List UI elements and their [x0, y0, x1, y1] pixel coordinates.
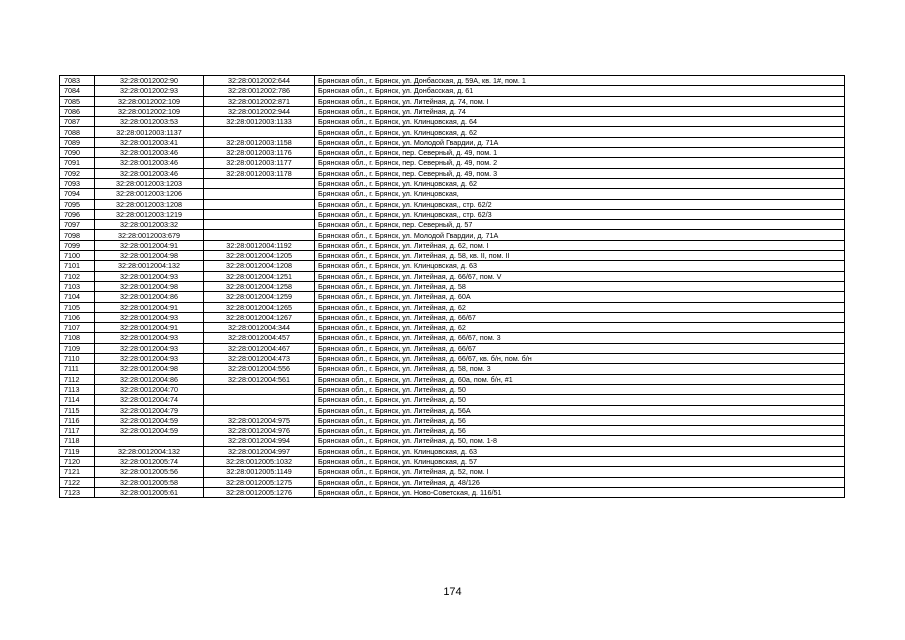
object-cadastral-number-cell: 32:28:0012005:1275 — [204, 477, 315, 487]
cadastral-number-cell: 32:28:0012004:98 — [95, 364, 204, 374]
table-row — [60, 395, 845, 405]
address-cell: Брянская обл., г. Брянск, ул. Литейная, д. 66/67 — [315, 312, 845, 322]
address-cell: Брянская обл., г. Брянск, ул. Литейная, д. 74 — [315, 106, 845, 116]
row-number-cell: 7093 — [60, 178, 95, 188]
row-number-cell: 7107 — [60, 323, 95, 333]
object-cadastral-number-cell: 32:28:0012004:467 — [204, 343, 315, 353]
table-row — [60, 323, 845, 333]
cadastral-number-cell: 32:28:0012004:132 — [95, 261, 204, 271]
row-number-cell: 7088 — [60, 127, 95, 137]
row-number-cell: 7089 — [60, 137, 95, 147]
cadastral-number-cell: 32:28:0012004:91 — [95, 240, 204, 250]
cadastral-number-cell: 32:28:0012004:91 — [95, 323, 204, 333]
object-cadastral-number-cell: 32:28:0012002:871 — [204, 96, 315, 106]
row-number-cell: 7115 — [60, 405, 95, 415]
table-row — [60, 446, 845, 456]
address-cell: Брянская обл., г. Брянск, ул. Литейная, д. 66/67, пом. 3 — [315, 333, 845, 343]
object-cadastral-number-cell: 32:28:0012004:1251 — [204, 271, 315, 281]
row-number-cell: 7098 — [60, 230, 95, 240]
object-cadastral-number-cell: 32:28:0012004:473 — [204, 354, 315, 364]
object-cadastral-number-cell: 32:28:0012005:1032 — [204, 456, 315, 466]
address-cell: Брянская обл., г. Брянск, ул. Литейная, д. 58, кв. II, пом. II — [315, 251, 845, 261]
object-cadastral-number-cell: 32:28:0012003:1177 — [204, 158, 315, 168]
cadastral-number-cell: 32:28:0012003:46 — [95, 158, 204, 168]
object-cadastral-number-cell: 32:28:0012003:1133 — [204, 117, 315, 127]
object-cadastral-number-cell: 32:28:0012004:1205 — [204, 251, 315, 261]
object-cadastral-number-cell: 32:28:0012002:786 — [204, 86, 315, 96]
table-row — [60, 477, 845, 487]
object-cadastral-number-cell: 32:28:0012005:1276 — [204, 487, 315, 497]
cadastral-number-cell: 32:28:0012003:1203 — [95, 178, 204, 188]
table-row — [60, 467, 845, 477]
table-row — [60, 189, 845, 199]
cadastral-number-cell: 32:28:0012003:1219 — [95, 209, 204, 219]
address-cell: Брянская обл., г. Брянск, ул. Клинцовская, д. 62 — [315, 127, 845, 137]
address-cell: Брянская обл., г. Брянск, ул. Клинцовская,, стр. 62/3 — [315, 209, 845, 219]
row-number-cell: 7101 — [60, 261, 95, 271]
table-row — [60, 106, 845, 116]
address-cell: Брянская обл., г. Брянск, ул. Донбасская, д. 59А, кв. 1#, пом. 1 — [315, 76, 845, 86]
table-row — [60, 271, 845, 281]
address-cell: Брянская обл., г. Брянск, ул. Клинцовская, д. 63 — [315, 446, 845, 456]
object-cadastral-number-cell: 32:28:0012003:1158 — [204, 137, 315, 147]
table-row — [60, 405, 845, 415]
object-cadastral-number-cell — [204, 230, 315, 240]
object-cadastral-number-cell: 32:28:0012004:1265 — [204, 302, 315, 312]
row-number-cell: 7122 — [60, 477, 95, 487]
object-cadastral-number-cell — [204, 220, 315, 230]
table-row — [60, 426, 845, 436]
row-number-cell: 7103 — [60, 281, 95, 291]
row-number-cell: 7110 — [60, 354, 95, 364]
address-cell: Брянская обл., г. Брянск, ул. Литейная, д. 60а, пом. б/н, #1 — [315, 374, 845, 384]
address-cell: Брянская обл., г. Брянск, ул. Литейная, д. 62, пом. I — [315, 240, 845, 250]
table-row — [60, 384, 845, 394]
table-row — [60, 251, 845, 261]
address-cell: Брянская обл., г. Брянск, ул. Донбасская, д. 61 — [315, 86, 845, 96]
object-cadastral-number-cell: 32:28:0012004:561 — [204, 374, 315, 384]
table-row — [60, 333, 845, 343]
row-number-cell: 7086 — [60, 106, 95, 116]
object-cadastral-number-cell — [204, 178, 315, 188]
table-row — [60, 96, 845, 106]
table-row — [60, 364, 845, 374]
address-cell: Брянская обл., г. Брянск, ул. Клинцовская, д. 64 — [315, 117, 845, 127]
table-row — [60, 148, 845, 158]
table-row — [60, 312, 845, 322]
table-row — [60, 127, 845, 137]
cadastral-number-cell: 32:28:0012003:1206 — [95, 189, 204, 199]
cadastral-number-cell: 32:28:0012002:109 — [95, 96, 204, 106]
object-cadastral-number-cell: 32:28:0012004:976 — [204, 426, 315, 436]
cadastral-number-cell: 32:28:0012004:59 — [95, 415, 204, 425]
table-row — [60, 86, 845, 96]
address-cell: Брянская обл., г. Брянск, ул. Клинцовская, д. 57 — [315, 456, 845, 466]
cadastral-number-cell: 32:28:0012003:32 — [95, 220, 204, 230]
address-cell: Брянская обл., г. Брянск, ул. Литейная, д. 62 — [315, 323, 845, 333]
row-number-cell: 7111 — [60, 364, 95, 374]
table-row — [60, 436, 845, 446]
cadastral-number-cell: 32:28:0012004:93 — [95, 312, 204, 322]
cadastral-number-cell: 32:28:0012005:74 — [95, 456, 204, 466]
object-cadastral-number-cell — [204, 209, 315, 219]
row-number-cell: 7090 — [60, 148, 95, 158]
table-row — [60, 456, 845, 466]
object-cadastral-number-cell: 32:28:0012004:997 — [204, 446, 315, 456]
address-cell: Брянская обл., г. Брянск, ул. Литейная, д. 56 — [315, 426, 845, 436]
cadastral-number-cell: 32:28:0012003:1208 — [95, 199, 204, 209]
address-cell: Брянская обл., г. Брянск, ул. Литейная, д. 56А — [315, 405, 845, 415]
object-cadastral-number-cell: 32:28:0012004:994 — [204, 436, 315, 446]
address-cell: Брянская обл., г. Брянск, ул. Литейная, д. 66/67 — [315, 343, 845, 353]
row-number-cell: 7097 — [60, 220, 95, 230]
row-number-cell: 7087 — [60, 117, 95, 127]
table-row — [60, 137, 845, 147]
table-row — [60, 230, 845, 240]
cadastral-number-cell: 32:28:0012004:74 — [95, 395, 204, 405]
address-cell: Брянская обл., г. Брянск, ул. Клинцовская, — [315, 189, 845, 199]
address-cell: Брянская обл., г. Брянск, ул. Молодой Гвардии, д. 71А — [315, 137, 845, 147]
cadastral-number-cell: 32:28:0012002:109 — [95, 106, 204, 116]
page-number: 174 — [443, 586, 462, 598]
address-cell: Брянская обл., г. Брянск, ул. Клинцовская,, стр. 62/2 — [315, 199, 845, 209]
cadastral-number-cell: 32:28:0012004:93 — [95, 354, 204, 364]
table-row — [60, 261, 845, 271]
table-row — [60, 240, 845, 250]
object-cadastral-number-cell: 32:28:0012004:344 — [204, 323, 315, 333]
address-cell: Брянская обл., г. Брянск, ул. Литейная, д. 50 — [315, 384, 845, 394]
row-number-cell: 7121 — [60, 467, 95, 477]
object-cadastral-number-cell: 32:28:0012002:944 — [204, 106, 315, 116]
cadastral-number-cell: 32:28:0012004:70 — [95, 384, 204, 394]
cadastral-number-cell: 32:28:0012003:41 — [95, 137, 204, 147]
cadastral-number-cell: 32:28:0012003:679 — [95, 230, 204, 240]
cadastral-number-cell: 32:28:0012004:91 — [95, 302, 204, 312]
row-number-cell: 7083 — [60, 76, 95, 86]
cadastral-number-cell: 32:28:0012004:93 — [95, 271, 204, 281]
table-row — [60, 158, 845, 168]
cadastral-number-cell: 32:28:0012004:59 — [95, 426, 204, 436]
cadastral-number-cell: 32:28:0012004:98 — [95, 281, 204, 291]
object-cadastral-number-cell: 32:28:0012004:556 — [204, 364, 315, 374]
object-cadastral-number-cell: 32:28:0012002:644 — [204, 76, 315, 86]
row-number-cell: 7092 — [60, 168, 95, 178]
row-number-cell: 7116 — [60, 415, 95, 425]
row-number-cell: 7094 — [60, 189, 95, 199]
cadastral-number-cell: 32:28:0012003:46 — [95, 148, 204, 158]
row-number-cell: 7091 — [60, 158, 95, 168]
table-row — [60, 281, 845, 291]
row-number-cell: 7106 — [60, 312, 95, 322]
registry-table-body — [60, 76, 845, 498]
address-cell: Брянская обл., г. Брянск, ул. Клинцовская, д. 62 — [315, 178, 845, 188]
address-cell: Брянская обл., г. Брянск, ул. Литейная, д. 52, пом. I — [315, 467, 845, 477]
row-number-cell: 7100 — [60, 251, 95, 261]
cadastral-number-cell: 32:28:0012003:1137 — [95, 127, 204, 137]
table-row — [60, 168, 845, 178]
object-cadastral-number-cell: 32:28:0012004:975 — [204, 415, 315, 425]
table-row — [60, 343, 845, 353]
row-number-cell: 7109 — [60, 343, 95, 353]
table-row — [60, 199, 845, 209]
row-number-cell: 7099 — [60, 240, 95, 250]
address-cell: Брянская обл., г. Брянск, ул. Литейная, д. 58 — [315, 281, 845, 291]
address-cell: Брянская обл., г. Брянск, ул. Литейная, д. 62 — [315, 302, 845, 312]
table-row — [60, 302, 845, 312]
row-number-cell: 7085 — [60, 96, 95, 106]
address-cell: Брянская обл., г. Брянск, ул. Молодой Гвардии, д. 71А — [315, 230, 845, 240]
cadastral-number-cell: 32:28:0012004:86 — [95, 374, 204, 384]
address-cell: Брянская обл., г. Брянск, пер. Северный, д. 49, пом. 3 — [315, 168, 845, 178]
cadastral-number-cell: 32:28:0012005:58 — [95, 477, 204, 487]
row-number-cell: 7104 — [60, 292, 95, 302]
object-cadastral-number-cell: 32:28:0012004:457 — [204, 333, 315, 343]
row-number-cell: 7118 — [60, 436, 95, 446]
table-row — [60, 209, 845, 219]
address-cell: Брянская обл., г. Брянск, ул. Литейная, д. 74, пом. I — [315, 96, 845, 106]
table-row — [60, 292, 845, 302]
address-cell: Брянская обл., г. Брянск, ул. Литейная, д. 48/126 — [315, 477, 845, 487]
cadastral-number-cell: 32:28:0012004:98 — [95, 251, 204, 261]
cadastral-number-cell: 32:28:0012004:86 — [95, 292, 204, 302]
object-cadastral-number-cell: 32:28:0012004:1208 — [204, 261, 315, 271]
registry-table — [59, 75, 845, 498]
table-row — [60, 76, 845, 86]
cadastral-number-cell: 32:28:0012004:93 — [95, 343, 204, 353]
address-cell: Брянская обл., г. Брянск, ул. Литейная, д. 60А — [315, 292, 845, 302]
table-row — [60, 220, 845, 230]
row-number-cell: 7123 — [60, 487, 95, 497]
cadastral-number-cell: 32:28:0012003:46 — [95, 168, 204, 178]
object-cadastral-number-cell — [204, 127, 315, 137]
row-number-cell: 7120 — [60, 456, 95, 466]
cadastral-number-cell: 32:28:0012005:56 — [95, 467, 204, 477]
cadastral-number-cell: 32:28:0012005:61 — [95, 487, 204, 497]
cadastral-number-cell: 32:28:0012004:93 — [95, 333, 204, 343]
row-number-cell: 7117 — [60, 426, 95, 436]
row-number-cell: 7119 — [60, 446, 95, 456]
address-cell: Брянская обл., г. Брянск, ул. Литейная, д. 58, пом. 3 — [315, 364, 845, 374]
object-cadastral-number-cell — [204, 395, 315, 405]
row-number-cell: 7102 — [60, 271, 95, 281]
address-cell: Брянская обл., г. Брянск, ул. Ново-Советская, д. 116/51 — [315, 487, 845, 497]
object-cadastral-number-cell: 32:28:0012003:1178 — [204, 168, 315, 178]
address-cell: Брянская обл., г. Брянск, ул. Литейная, д. 50 — [315, 395, 845, 405]
object-cadastral-number-cell: 32:28:0012004:1192 — [204, 240, 315, 250]
object-cadastral-number-cell: 32:28:0012003:1176 — [204, 148, 315, 158]
cadastral-number-cell — [95, 436, 204, 446]
address-cell: Брянская обл., г. Брянск, ул. Литейная, д. 66/67, пом. V — [315, 271, 845, 281]
row-number-cell: 7105 — [60, 302, 95, 312]
row-number-cell: 7113 — [60, 384, 95, 394]
address-cell: Брянская обл., г. Брянск, пер. Северный, д. 57 — [315, 220, 845, 230]
object-cadastral-number-cell: 32:28:0012004:1267 — [204, 312, 315, 322]
object-cadastral-number-cell — [204, 384, 315, 394]
table-row — [60, 354, 845, 364]
table-row — [60, 117, 845, 127]
address-cell: Брянская обл., г. Брянск, ул. Литейная, д. 50, пом. 1-8 — [315, 436, 845, 446]
table-row — [60, 415, 845, 425]
row-number-cell: 7114 — [60, 395, 95, 405]
row-number-cell: 7095 — [60, 199, 95, 209]
address-cell: Брянская обл., г. Брянск, пер. Северный, д. 49, пом. 2 — [315, 158, 845, 168]
address-cell: Брянская обл., г. Брянск, ул. Клинцовская, д. 63 — [315, 261, 845, 271]
row-number-cell: 7084 — [60, 86, 95, 96]
object-cadastral-number-cell: 32:28:0012004:1259 — [204, 292, 315, 302]
table-row — [60, 487, 845, 497]
object-cadastral-number-cell: 32:28:0012004:1258 — [204, 281, 315, 291]
cadastral-number-cell: 32:28:0012003:53 — [95, 117, 204, 127]
table-row — [60, 178, 845, 188]
address-cell: Брянская обл., г. Брянск, пер. Северный, д. 49, пом. 1 — [315, 148, 845, 158]
row-number-cell: 7108 — [60, 333, 95, 343]
cadastral-number-cell: 32:28:0012002:90 — [95, 76, 204, 86]
object-cadastral-number-cell — [204, 199, 315, 209]
object-cadastral-number-cell — [204, 189, 315, 199]
cadastral-number-cell: 32:28:0012004:132 — [95, 446, 204, 456]
object-cadastral-number-cell — [204, 405, 315, 415]
row-number-cell: 7112 — [60, 374, 95, 384]
table-row — [60, 374, 845, 384]
row-number-cell: 7096 — [60, 209, 95, 219]
address-cell: Брянская обл., г. Брянск, ул. Литейная, д. 56 — [315, 415, 845, 425]
cadastral-number-cell: 32:28:0012004:79 — [95, 405, 204, 415]
address-cell: Брянская обл., г. Брянск, ул. Литейная, д. 66/67, кв. б/н, пом. б/н — [315, 354, 845, 364]
object-cadastral-number-cell: 32:28:0012005:1149 — [204, 467, 315, 477]
cadastral-number-cell: 32:28:0012002:93 — [95, 86, 204, 96]
